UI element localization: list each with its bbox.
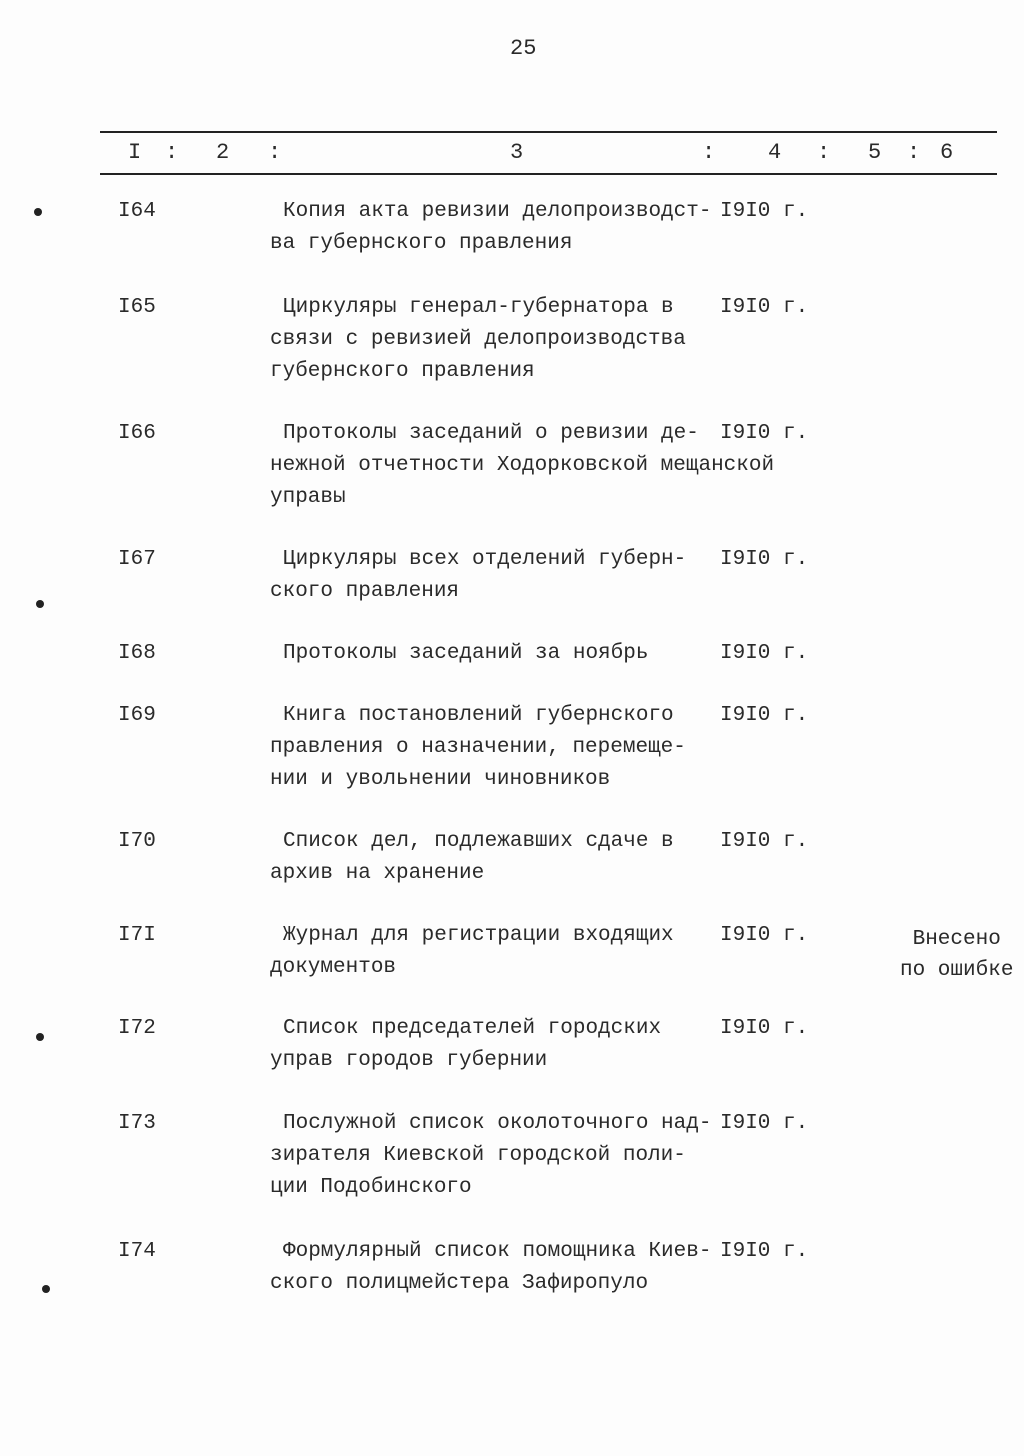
- entry-number: I70: [118, 830, 156, 853]
- entry-year: I9I0 г.: [720, 924, 809, 947]
- col-5-header: 5: [868, 140, 882, 165]
- col-4-header: 4: [768, 140, 782, 165]
- col-separator: :: [817, 140, 831, 165]
- entry-number: I69: [118, 704, 156, 727]
- entry-title-line: ции Подобинского: [270, 1176, 472, 1199]
- entry-year: I9I0 г.: [720, 422, 809, 445]
- entry-number: I74: [118, 1240, 156, 1263]
- header-top-rule: [100, 131, 997, 133]
- punch-hole-mark: [42, 1285, 50, 1293]
- entry-number: I68: [118, 642, 156, 665]
- entry-year: I9I0 г.: [720, 1240, 809, 1263]
- entry-number: I65: [118, 296, 156, 319]
- entry-year: I9I0 г.: [720, 1017, 809, 1040]
- entry-number: I73: [118, 1112, 156, 1135]
- entry-year: I9I0 г.: [720, 548, 809, 571]
- entry-title-line: Список дел, подлежавших сдаче в: [283, 830, 674, 853]
- note-line: по ошибке: [900, 959, 1014, 982]
- entry-title-line: ва губернского правления: [270, 232, 573, 255]
- entry-title-line: управы: [270, 486, 346, 509]
- col-separator: :: [268, 140, 282, 165]
- entry-year: I9I0 г.: [720, 200, 809, 223]
- entry-year: I9I0 г.: [720, 704, 809, 727]
- entry-number: I64: [118, 200, 156, 223]
- col-separator: :: [165, 140, 179, 165]
- entry-title-line: ского правления: [270, 580, 460, 603]
- entry-title-line: Циркуляры всех отделений губерн-: [283, 548, 687, 571]
- entry-title-line: Протоколы заседаний за ноябрь: [283, 642, 649, 665]
- entry-year: I9I0 г.: [720, 296, 809, 319]
- entry-title-line: Список председателей городских: [283, 1017, 662, 1040]
- col-separator: :: [907, 140, 921, 165]
- col-3-header: 3: [510, 140, 524, 165]
- entry-year: I9I0 г.: [720, 830, 809, 853]
- entry-title-line: Протоколы заседаний о ревизии де-: [283, 422, 699, 445]
- entry-title-line: правления о назначении, перемеще-: [270, 736, 686, 759]
- entry-title-line: нежной отчетности Ходорковской мещанской: [270, 454, 775, 477]
- entry-number: I7I: [118, 924, 156, 947]
- entry-title-line: Книга постановлений губернского: [283, 704, 674, 727]
- entry-number: I67: [118, 548, 156, 571]
- entry-number: I72: [118, 1017, 156, 1040]
- entry-title-line: управ городов губернии: [270, 1049, 548, 1072]
- col-separator: :: [702, 140, 716, 165]
- entry-note: [900, 924, 1013, 986]
- entry-title-line: Послужной список околоточного над-: [283, 1112, 712, 1135]
- col-1-header: I: [128, 140, 142, 165]
- entry-year: I9I0 г.: [720, 642, 809, 665]
- entry-title-line: связи с ревизией делопроизводства: [270, 328, 686, 351]
- col-6-header: 6: [940, 140, 954, 165]
- entry-title-line: Циркуляры генерал-губернатора в: [283, 296, 674, 319]
- entry-title-line: Журнал для регистрации входящих: [283, 924, 674, 947]
- entry-title-line: архив на хранение: [270, 862, 485, 885]
- entry-title-line: документов: [270, 956, 397, 979]
- entry-title-line: Формулярный список помощника Киев-: [283, 1240, 712, 1263]
- entry-title-line: губернского правления: [270, 360, 535, 383]
- entry-title-line: зирателя Киевской городской поли-: [270, 1144, 686, 1167]
- entry-year: I9I0 г.: [720, 1112, 809, 1135]
- header-bottom-rule: [100, 173, 997, 175]
- entry-number: I66: [118, 422, 156, 445]
- page-number: 25: [510, 36, 537, 61]
- col-2-header: 2: [216, 140, 230, 165]
- punch-hole-mark: [36, 1033, 44, 1041]
- entry-title-line: Копия акта ревизии делопроизводст-: [283, 200, 712, 223]
- entry-title-line: нии и увольнении чиновников: [270, 768, 611, 791]
- note-line: Внесено: [912, 928, 1001, 951]
- punch-hole-mark: [36, 600, 44, 608]
- entry-title-line: ского полицмейстера Зафиропуло: [270, 1272, 649, 1295]
- punch-hole-mark: [34, 208, 42, 216]
